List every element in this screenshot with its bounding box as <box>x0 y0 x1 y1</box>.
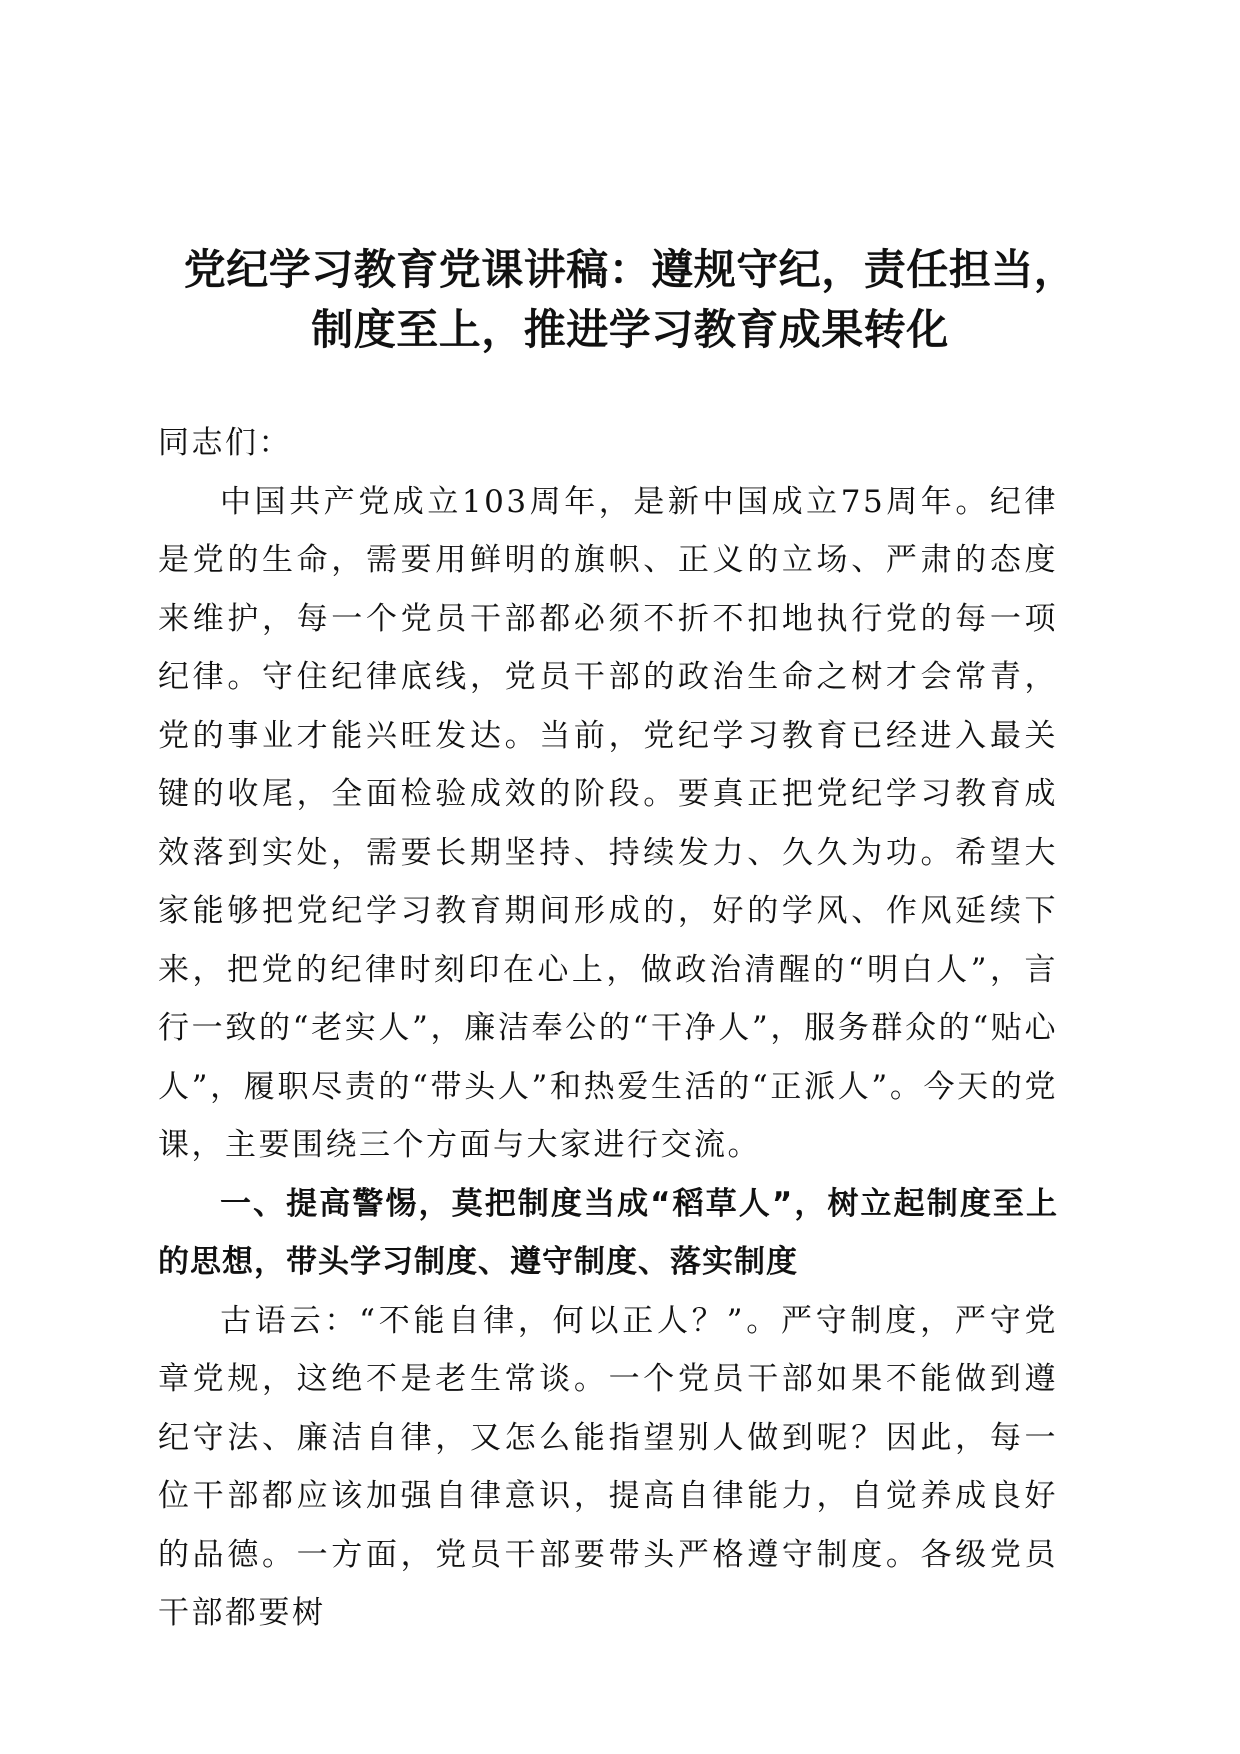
paragraph-intro: 中国共产党成立103周年，是新中国成立75周年。纪律是党的生命，需要用鲜明的旗帜、正义的立场、严肃的态度来维护，每一个党员干部都必须不折不扣地执行党的每一项纪律。守住纪律底线，党员干部的政治生命之树才会常青，党的事业才能兴旺发达。当前，党纪学习教育已经进入最关键的收尾，全面检验成效的阶段。要真正把党纪学习教育成效落到实处，需要长期坚持、持续发力、久久为功。希望大家能够把党纪学习教育期间形成的，好的学风、作风延续下来，把党的纪律时刻印在心上，做政治清醒的“明白人”，言行一致的“老实人”，廉洁奉公的“干净人”，服务群众的“贴心人”，履职尽责的“带头人”和热爱生活的“正派人”。今天的党课，主要围绕三个方面与大家进行交流。 <box>158 483 1058 1163</box>
document-body <box>158 414 1058 1643</box>
title-line-1: 党纪学习教育党课讲稿：遵规守纪，责任担当， <box>183 245 1077 294</box>
title-line-2: 制度至上，推进学习教育成果转化 <box>311 305 949 354</box>
document-title <box>150 240 1110 360</box>
paragraph-section-1: 古语云：“不能自律，何以正人？”。严守制度，严守党章党规，这绝不是老生常谈。一个党员干部如果不能做到遵纪守法、廉洁自律，又怎么能指望别人做到呢？因此，每一位干部都应该加强自律意识，提高自律能力，自觉养成良好的品德。一方面，党员干部要带头严格遵守制度。各级党员干部都要树 <box>158 1302 1058 1631</box>
section-heading-1: 一、提高警惕，莫把制度当成“稻草人”，树立起制度至上的思想，带头学习制度、遵守制度、落实制度 <box>158 1185 1058 1280</box>
salutation: 同志们： <box>158 425 292 461</box>
